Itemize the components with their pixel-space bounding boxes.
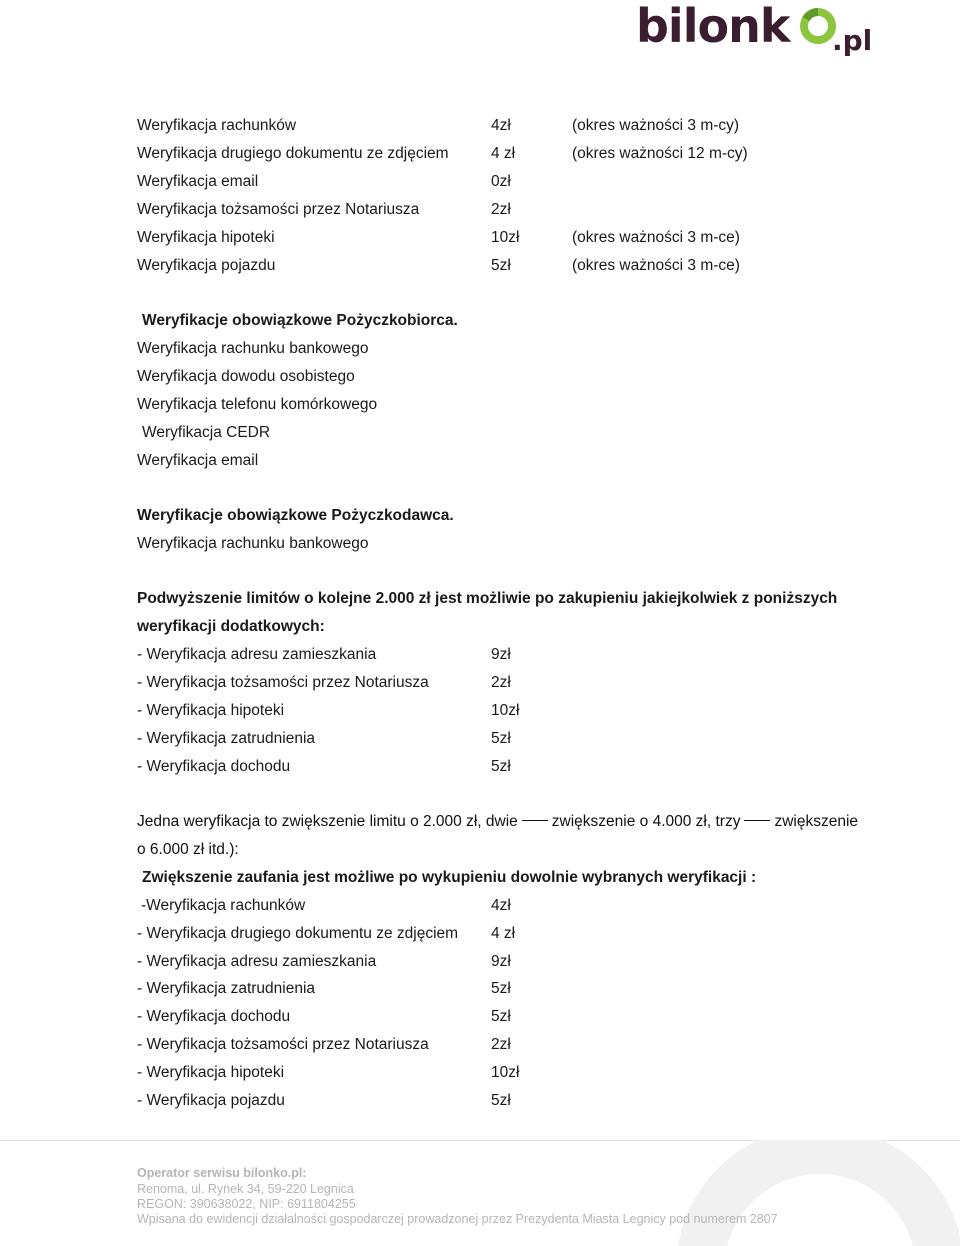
row-validity: (okres ważności 3 m-cy) bbox=[572, 117, 740, 134]
row-price: 2zł bbox=[491, 1036, 511, 1053]
row-label: - Weryfikacja pojazdu bbox=[137, 1092, 285, 1109]
footer-ids: REGON: 390638022, NIP: 6911804255 bbox=[137, 1197, 356, 1211]
lender-heading: Weryfikacje obowiązkowe Pożyczkodawca. bbox=[137, 507, 454, 524]
row-price: 9zł bbox=[491, 953, 511, 970]
limits-heading-cont: weryfikacji dodatkowych: bbox=[137, 618, 325, 635]
row-price: 5zł bbox=[491, 1092, 511, 1109]
logo-wordmark: bilonk bbox=[636, 0, 790, 53]
list-item: Weryfikacja CEDR bbox=[142, 424, 271, 441]
row-price: 10zł bbox=[491, 229, 520, 246]
note-part3: zwiększenie bbox=[774, 813, 859, 830]
trust-heading: Zwiększenie zaufania jest możliwe po wykupieniu dowolnie wybranych weryfikacji : bbox=[142, 869, 757, 886]
row-label: Weryfikacja email bbox=[137, 173, 259, 190]
row-label: - Weryfikacja zatrudnienia bbox=[137, 980, 316, 997]
row-label: - Weryfikacja adresu zamieszkania bbox=[137, 646, 377, 663]
bilonko-logo bbox=[636, 0, 876, 58]
footer-address: Renoma, ul. Rynek 34, 59-220 Legnica bbox=[137, 1182, 354, 1196]
row-label: - Weryfikacja tożsamości przez Notariusza bbox=[137, 1036, 429, 1053]
row-price: 5zł bbox=[491, 730, 511, 747]
row-price: 10zł bbox=[491, 1064, 520, 1081]
row-validity: (okres ważności 3 m-ce) bbox=[572, 229, 740, 246]
row-price: 5zł bbox=[491, 758, 511, 775]
list-item: Weryfikacja telefonu komórkowego bbox=[137, 396, 378, 413]
row-price: 4 zł bbox=[491, 925, 516, 942]
borrower-heading: Weryfikacje obowiązkowe Pożyczkobiorca. bbox=[142, 312, 458, 329]
list-item: Weryfikacja dowodu osobistego bbox=[137, 368, 355, 385]
row-price: 0zł bbox=[491, 173, 511, 190]
row-validity: (okres ważności 12 m-cy) bbox=[572, 145, 748, 162]
dash-icon bbox=[522, 820, 548, 821]
footer-registry: Wpisana do ewidencji działalności gospodarczej prowadzonej przez Prezydenta Miasta Legnicy pod numerem 2807 bbox=[137, 1212, 778, 1226]
row-price: 2zł bbox=[491, 201, 511, 218]
list-item: Weryfikacja email bbox=[137, 452, 259, 469]
row-price: 2zł bbox=[491, 674, 511, 691]
list-item: Weryfikacja rachunku bankowego bbox=[137, 535, 369, 552]
row-label: - Weryfikacja dochodu bbox=[137, 1008, 291, 1025]
limits-heading: Podwyższenie limitów o kolejne 2.000 zł jest możliwie po zakupieniu jakiejkolwiek z poniższych bbox=[137, 590, 838, 607]
footer-watermark-ring-icon bbox=[540, 1140, 960, 1246]
row-label: - Weryfikacja zatrudnienia bbox=[137, 730, 316, 747]
row-price: 5zł bbox=[491, 1008, 511, 1025]
dash-icon bbox=[744, 820, 770, 821]
row-label: - Weryfikacja tożsamości przez Notariusza bbox=[137, 674, 429, 691]
list-item: Weryfikacja rachunku bankowego bbox=[137, 340, 369, 357]
row-price: 5zł bbox=[491, 257, 511, 274]
row-label: - Weryfikacja drugiego dokumentu ze zdjęciem bbox=[137, 925, 459, 942]
row-label: Weryfikacja pojazdu bbox=[137, 257, 276, 274]
row-label: Weryfikacja rachunków bbox=[137, 117, 297, 134]
row-label: - Weryfikacja hipoteki bbox=[137, 1064, 285, 1081]
row-label: - Weryfikacja dochodu bbox=[137, 758, 291, 775]
row-validity: (okres ważności 3 m-ce) bbox=[572, 257, 740, 274]
row-label: -Weryfikacja rachunków bbox=[141, 897, 306, 914]
row-price: 10zł bbox=[491, 702, 520, 719]
row-price: 4zł bbox=[491, 117, 511, 134]
logo-o-ring-icon bbox=[804, 12, 832, 40]
row-price: 5zł bbox=[491, 980, 511, 997]
row-label: Weryfikacja drugiego dokumentu ze zdjęciem bbox=[137, 145, 449, 162]
row-price: 9zł bbox=[491, 646, 511, 663]
row-label: Weryfikacja hipoteki bbox=[137, 229, 275, 246]
logo-suffix: .pl bbox=[832, 24, 873, 57]
note-line2: o 6.000 zł itd.): bbox=[137, 841, 239, 858]
row-price: 4 zł bbox=[491, 145, 516, 162]
note-part1: Jedna weryfikacja to zwiększenie limitu o 2.000 zł, dwie bbox=[137, 813, 518, 830]
row-label: - Weryfikacja hipoteki bbox=[137, 702, 285, 719]
row-price: 4zł bbox=[491, 897, 511, 914]
row-label: - Weryfikacja adresu zamieszkania bbox=[137, 953, 377, 970]
footer-title: Operator serwisu bilonko.pl: bbox=[137, 1166, 307, 1180]
row-label: Weryfikacja tożsamości przez Notariusza bbox=[137, 201, 420, 218]
note-part2: zwiększenie o 4.000 zł, trzy bbox=[551, 813, 741, 830]
